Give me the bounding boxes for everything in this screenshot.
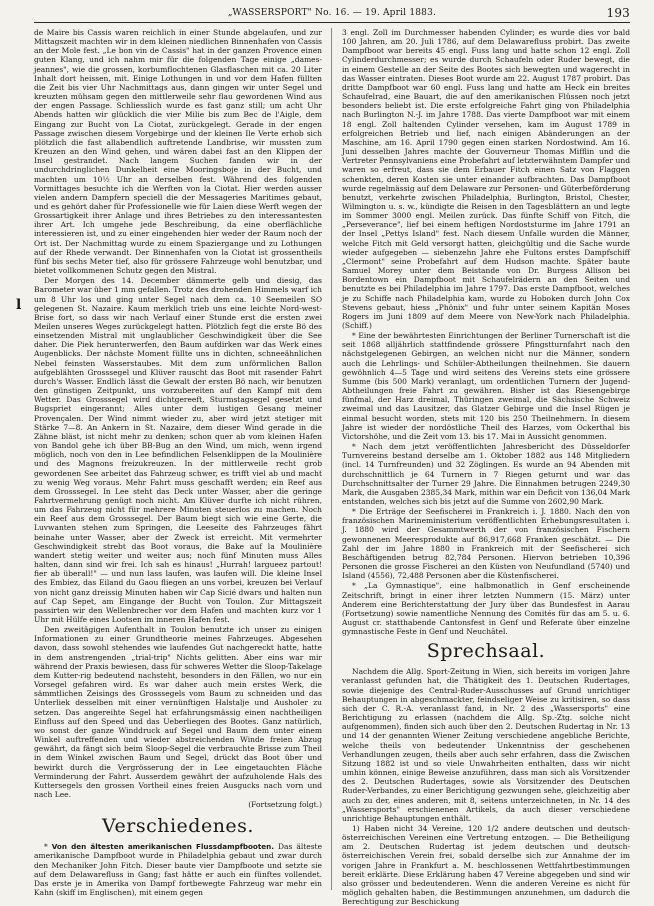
- section-heading-sprechsaal: Sprechsaal.: [426, 640, 546, 663]
- page-header: [34, 6, 630, 22]
- news-item: * Nach dem jetzt veröffentlichten Jahresbericht des Düsseldorfer Turnvereins bestand derselbe am 1. Oktober 1882 aus 148 Mitgliedern (incl. 14 Turnfreunden) und 32 Zöglingen. Es wurde an 94 Abenden mit durchschnittlich je 64 Turnern in 7 Riegen geturnt und war das Durchschnittsalter der Turner 29 Jahre. Die Einnahmen betrugen 2249,30 Mark, die Ausgaben 2385,34 Mark, mithin war ein Deficit von 136,04 Mark entstanden, welches sich bis jetzt auf die Summe von 2602,90 Mark.: [342, 442, 630, 506]
- news-item: [34, 842, 322, 897]
- news-item: * „La Gymnastique", eine halbmonatlich in Genf erscheinende Zeitschrift, bringt in einer ihrer letzten Nummern (15. März) unter Anderem eine Berichterstattung der Jury über das Bundesfest in Aarau (Fortsetzung) sowie namentliche Nennung des Comités für das am 5. u. 6. August cr. statthabende Cantonsfest in Genf und Referate über einzelne gymnastische Feste in Genf und Neuchâtel.: [342, 581, 630, 637]
- continuation-note: (Fortsetzung folgt.): [248, 800, 322, 810]
- news-item: * Eine der bewährtesten Einrichtungen der Berliner Turnerschaft ist die seit 1868 alljährlich stattfindende grössere Pfingstturnfahrt nach den nächstgelegenen Gebirgen, an welchen nicht nur die Männer, sondern auch die Lehrlings- und Schüler-Abtheilungen theilnehmen. Sie dauern gewöhnlich 4—5 Tage und wird seitens des Vereins stets eine grössere Summe (bis 500 Mark) veranlagt, um ordentlichen Turnern der Jugend-Abtheilungen freie Fahrt zu gewähren. Bisher ist das Riesengebirge fünfmal, der Harz dreimal, Thüringen zweimal, die Sächsische Schweiz zweimal und das Lausitzer, das Glatzer Gebirge und die Insel Rügen je einmal besucht worden, stets mit 120 bis 250 Theilnehmern. In diesem Jahre ist wieder der nordöstliche Theil des Harzes, vom Ockerthal bis Victorshöhe, und die Zeit vom 13. bis 17. Mai in Aussicht genommen.: [342, 331, 630, 441]
- journal-running-title: „WASSERSPORT" No. 16. — 19. April 1883.: [227, 8, 437, 18]
- right-column: [342, 28, 630, 906]
- margin-handwritten-mark: l: [16, 297, 22, 313]
- letter-paragraph: 1) Haben nicht 34 Vereine, 120 1/2 andere deutschen und deutsch-österreichischen Vereinen eine Vertretung entzogen. — Die Betheiligung am 2. Deutschen Rudertag ist jedem deutschen und deutsch-österreichischen Verein frei, sobald derselbe sich zur Annahme der im vorigen Jahre in Frankfurt a. M. beschlossenen Wettfahrtbestimmungen bereit erklärte. Diese Erklärung haben 47 Vereine abgegeben und sind wir also grösser und bedeutenderen. Wenn die anderen Vereine es nicht für möglich gehalten haben, die Bestimmungen anzunehmen, um dadurch die Berechtigung zur Beschickung: [342, 823, 630, 906]
- article-paragraph: Der Morgen des 14. December dämmerte gelb und diesig, das Barometer war über 1 mm gefallen. Trotz des drohenden Himmels warf ich um 8 Uhr los und ging unter Segel nach dem ca. 10 Seemeilen SO gelegenen St. Nazaire. Kaum merklich trieb uns eine leichte Nord-west-Brise fort, so dass wir nach Verlauf einer Stunde erst die ersten zwei Meilen unseres Weges zurückgelegt hatten. Plötzlich fegt die erste Bö des einsetzenden Mistral mit unglaublicher Geschwindigkeit über die See daher. Die Piek herunterwerfen, den Baum aufdirken war das Werk eines Augenblicks. Der nächste Moment füllte uns in dichten, schneeähnlichen Nebel feinsten Wasserstaubes. Mit dem zum unförmlichen Ballon aufgeblähten Grosssegel und Klüver rauscht das Boot mit rasender Fahrt durch's Wasser. Endlich lässt die Gewalt der ersten Bö nach, wir benutzen den günstigen Zeitpunkt, uns vorzubereiten auf den Kampf mit dem Wetter. Das Grosssegel wird dichtgereeft, Sturmstagsegel gesetzt und Bugspriet eingerannt; Alles unter dem lustigen Gesang meiner Provençalen. Der Wind nimmt wieder zu, aber wird jetzt stetiger mit Stärke 7—8. An Ankern in St. Nazaire, dem dieser Wind gerade in die Zähne bläst, ist nicht mehr zu denken; schon quer ab vom kleinen Hafen von Bandol gehe ich über BB-Bug an den Wind, um mich, wenn irgend möglich, noch von den in Lee befindlichen Felsenklippen de la Moulinière und des Magnons freizukreuzen. In der mittlerweile recht grob gewordenen See arbeitet das Fahrzeug schwer, es trifft viel ab und macht zu wenig Weg voraus. Mehr Fahrt muss geschafft werden; ein Reef aus dem Grosssegel. In Lee steht das Deck unter Wasser, aber die geringe Fahrtvermehrung genügt noch nicht. Am Klüver durfte ich nicht rühren, um das Fahrzeug nicht für mehrere Minuten steuerlos zu machen. Noch ein Reef aus dem Grosssegel. Der Baum biegt sich wie eine Gerte, die Luvwanten stehen zum Springen, die Leeseite des Fahrzeuges fährt beinahe unter Wasser, aber der Zweck ist erreicht. Mit vermehrter Geschwindigkeit strebt das Boot voraus, die Bake auf la Moulinière wandert stetig weiter und weiter aus; noch fünf Minuten muss Alles halten, dann sind wir frei. Ich sah es hinaus! „Hurrah! largueez partout! fier ab überall!" — und nun lass laufen, was laufen will. Die kleine Insel des Embiez, das Eiland du Gaou fliegen an uns vorbei, kreuzen bei Verlauf von nicht ganz dreissig Minuten haben wir Cap Sicié dwars und halten nun auf Cap Sepet, am Eingange der Bucht von Toulon. Zur Mittagszeit passirten wir den Wellenbrecher vor dem Hafen und machten kurz vor 1 Uhr mit Hülfe eines Lootsen im inneren Hafen fest.: [34, 276, 322, 624]
- news-item: * Die Erträge der Seefischerei in Frankreich i. J. 1880. Nach den von französischen Marineministerium veröffentlichten Erhebungsresultaten i. J. 1880 wird der Gesammtwerth der von französischen Fischern gewonnenen Meeresprodukte auf 86,917,668 Franken geschätzt. — Die Zahl der im Jahre 1880 in Frankreich mit der Seefischerei sich Beschäftigenden betrug 82,784 Personen. Hiervon betrieben 10,396 Personen die grosse Fischerei an den Küsten von Neufundland (5740) und Island (4556), 72,488 Personen aber die Küstenfischerei.: [342, 507, 630, 581]
- left-column: [34, 28, 323, 898]
- article-paragraph: 3 engl. Zoll im Durchmesser habenden Cylinder; es wurde dies vor bald 100 Jahren, am 20. Juli 1786, auf dem Delawarefluss probirt. Das zweite Dampfboot war bereits 45 engl. Fuss lang und hatte schon 12 engl. Zoll Cylinderdurchmesser; es wurde durch Schaufeln oder Ruder bewegt, die in einem Gestelle an der Seite des Bootes sich bewegten und wagerecht in das Wasser eintraten. Dieses Boot wurde am 22. August 1787 probirt. Das dritte Dampfboot war 60 engl. Fuss lang und hatte am Heck ein breites Schaufelrad, eine Bauart, die auf den amerikanischen Flüssen noch jetzt besonders beliebt ist. Die erste erfolgreiche Fahrt ging von Philadelphia nach Burlington N.-J. im Jahre 1788. Das vierte Dampfboot war mit einem 18 engl. Zoll haltenden Cylinder versehen, kam im August 1789 in erfolgreichen Betrieb und lief, nach einigen Abänderungen an der Maschine, am 16. April 1790 gegen einen starken Nordostwind. Am 16. Juni desselben Jahres machte der Gouverneur Thomas Mifflin und die Vertreter Pennsylvaniens eine Probefahrt auf letzterwähntem Dampfer und waren so erfreut, dass sie dem Erbauer Fitch einen Satz von Flaggen schenkten, deren Kosten sie unter einander aufbrachten. Das Dampfboot wurde regelmässig auf dem Delaware zur Personen- und Güterbeförderung benutzt, verkehrte zwischen Philadelphia, Burlington, Bristol, Chester, Wilmington u. s. w., kündigte die Reisen in den Tagesblättern an und legte im Sommer 3000 engl. Meilen zurück. Das fünfte Schiff von Fitch, die „Perseverance", lief bei einem heftigen Nordoststurme im Jahre 1791 an der Insel „Pettys Island" fest. Nach diesem Unfalle wurden die Männer, welche Fitch mit Geld versorgt hatten, gleichgültig und die Sache wurde wieder aufgegeben — siebenzehn Jahre ehe Fultons erstes Dampfschiff „Clermont" seine Probefahrt auf dem Hudson machte. Später baute Samuel Morey unter dem Beistande von Dr. Burgess Allison bei Bordentown ein Dampfboot mit Schaufelrädern an den Seiten und benutzte es bei Philadelphia im Jahre 1797. Das erste Dampfboot, welches je zu Schiffe nach Philadelphia kam, wurde zu Hoboken durch John Cox Stevens gebaut, hiess „Phönix" und fuhr unter seinem Kapitän Moses Rogers im Juni 1809 auf dem Meere von New-York nach Philadelphia. (Schiff.): [342, 28, 630, 330]
- header-rule: [34, 22, 630, 23]
- section-heading-verschiedenes: Verschiedenes.: [102, 815, 254, 838]
- article-paragraph: de Maire bis Cassis waren reichlich in einer Stunde abgelaufen, und zur Mittagszeit machten wir in dem kleinen niedlichen Binnenhafen von Cassis an der Mole fest. „Le bon vin de Cassis" hat in der ganzen Provence einen guten Klang, und ich nahm mir für die folgenden Tage einige „dames-jeannes", wie die grossen, korbumflochtenen Glasflaschen mit ca. 20 Liter Inhalt dort heissen, mit. Einige Lothungen in und vor dem Hafen füllten die Zeit bis vier Uhr Nachmittags aus, dann gingen wir unter Segel und kreuzten mühsam gegen den mittlerweile sehr flau gewordenen Wind aus der engen Passage. Schliesslich wurde es fast ganz still; um acht Uhr Abends hatten wir glücklich die vier Milie bis zum Bec de l'Aigle, dem Eingang zur Bucht von La Ciotat, zurückgelegt. Gerade in der engen Passage zwischen diesem Vorgebirge und der kleinen Ile Verte erhob sich plötzlich die fast allabendlich auftretende Landbrise, wir mussten zum Kreuzen an den Wind gehen, und wären dabei fast an den Klippen der Insel gestrandet. Nach langem Suchen fanden wir in der undurchdringlichen Dunkelheit eine Mooringsboje in der Bucht, und machten um 10½ Uhr an derselben fest. Während des folgenden Vormittages besuchte ich die Werften von la Ciotat. Hier werden ausser vielen andern Dampfern speciell die der Messageries Maritimes gebaut, und es gehört daher für Professionelle wie für Laien diese Werft wegen der Grossartigkeit ihrer Anlage und ihres Betriebes zu den interessantesten ihrer Art. Ich umgehe jede Beschreibung, da eine oberflächliche interessieren ist, und zu einer eingehenden hier weder der Raum noch der Ort ist. Der Nachmittag wurde zu einem Spaziergange und zu Lothungen auf der Rhede verwandt. Der Binnenhafen von la Ciotat ist grossentheils fünf bis sechs Meter tief, also für grössere Fahrzeuge wohl benutzbar, und bietet vollkommenen Schutz gegen den Mistral.: [34, 28, 322, 276]
- page-number: 193: [606, 6, 630, 20]
- news-item-text: Das älteste amerikanische Dampfboot wurde in Philadelphia gebaut und zwar durch den Mechaniker John Fitch. Dieser baute vier Dampfboote und setzte sie auf dem Delawarefluss in Gang; fast hätte er auch ein fünftes vollendet. Das erste je in Amerika von Dampf fortbewegte Fahrzeug war mehr ein Kahn (skiff im Englischen), mit einem gegen: [34, 842, 323, 898]
- article-paragraph: Den zweitägigen Aufenthalt in Toulon benutzte ich unser zu einigen Informationen zu einer Grundtheorie meines Fahrzeuges. Abgesehen davon, dass sowohl stehendes wie laufendes Gut nachgereckt hatte, hatte in dem anstrengenden „trial-trip" Nichts gelitten. Aber eins war mir während der Praxis bewiesen, dass für schweres Wetter die Sloop-Takelage dem Kutter-rig bedeutend nachsteht, besonders in den Fällen, wo nur ein Vorsegel gefahren wird. Es war daher auch mein erstes Werk, die sämmtlichen Zeisings des Grosssegels vom Baum zu schneiden und das Unterliek desselben mit einer vernünftigen Halstalje und Ausholer zu setzen. Das angereihte Segel hat erfahrungsmässig einen nachtheiligen Einfluss auf den Speed und das Ueberliegen des Bootes. Ganz natürlich, wo sonst der ganze Winddruck auf Segel und Baum dem unter einem Winkel auftreffenden und wieder abstreichenden Winde freien Abzug gewährt, da fängt sich beim Sloop-Segel die verbrauchte Brisse zum Theil in dem Winkel zwischen Baum und Segel, drückt das Boot über und bewirkt durch die Vergrösserung der in Lee eingetauchten Fläche Verminderung der Fahrt. Ausserdem gewährt der aufzuholende Hals des Kuttersegels den grossen Vortheil eines freien Ausgucks nach vorn und nach Lee.: [34, 625, 322, 799]
- item-marker: *: [44, 842, 48, 852]
- news-item-title: Von den ältesten amerikanischen Flussdampfbooten.: [51, 842, 275, 852]
- column-divider: [331, 28, 332, 890]
- letter-paragraph: Nachdem die Allg. Sport-Zeitung in Wien, sich bereits im vorigen Jahre veranlasst gefunden hat, die Thätigkeit des 1. Deutschen Rudertages, sowie diejenige des Central-Ruder-Ausschusses auf Grund unrichtiger Behauptungen in abgeschmackter, feindseliger Weise zu kritisiren, so dass sich der C. R.-A. veranlasst fand, in Nr. 2 des „Wassersports" eine Berichtigung zu erlassen (nachdem die Allg. Sp.-Ztg. solche nicht aufgenommen), finden sich auch über den 2. Deutschen Rudertag in Nr. 13 und 14 der genannten Wiener Zeitung verschiedene angebliche Berichte, welche theils von bedeutender Unkenntniss der geschehenen Verhandlungen zeugen, theils aber auch sehr erfahren, dass die Zwischen Sitzung 1882 ist und so viele Unwahrheiten enthalten, dass wir nicht umhin können, einige Beweise anzuführen, dass man sich als Vorsitzender des 2. Deutschen Rudertages, sowie als Vorsitzender des Deutschen Ruder-Verbandes, zu einer Berichtigung gezwungen sehe, gleichzeitig aber auch zu der, eines anderen, mit 8, seitens unterzeichneten, in Nr. 14 des „Wassersports" erschienenen Artikels, da auch dieser verschiedene unrichtige Behauptungen enthält.: [342, 667, 630, 823]
